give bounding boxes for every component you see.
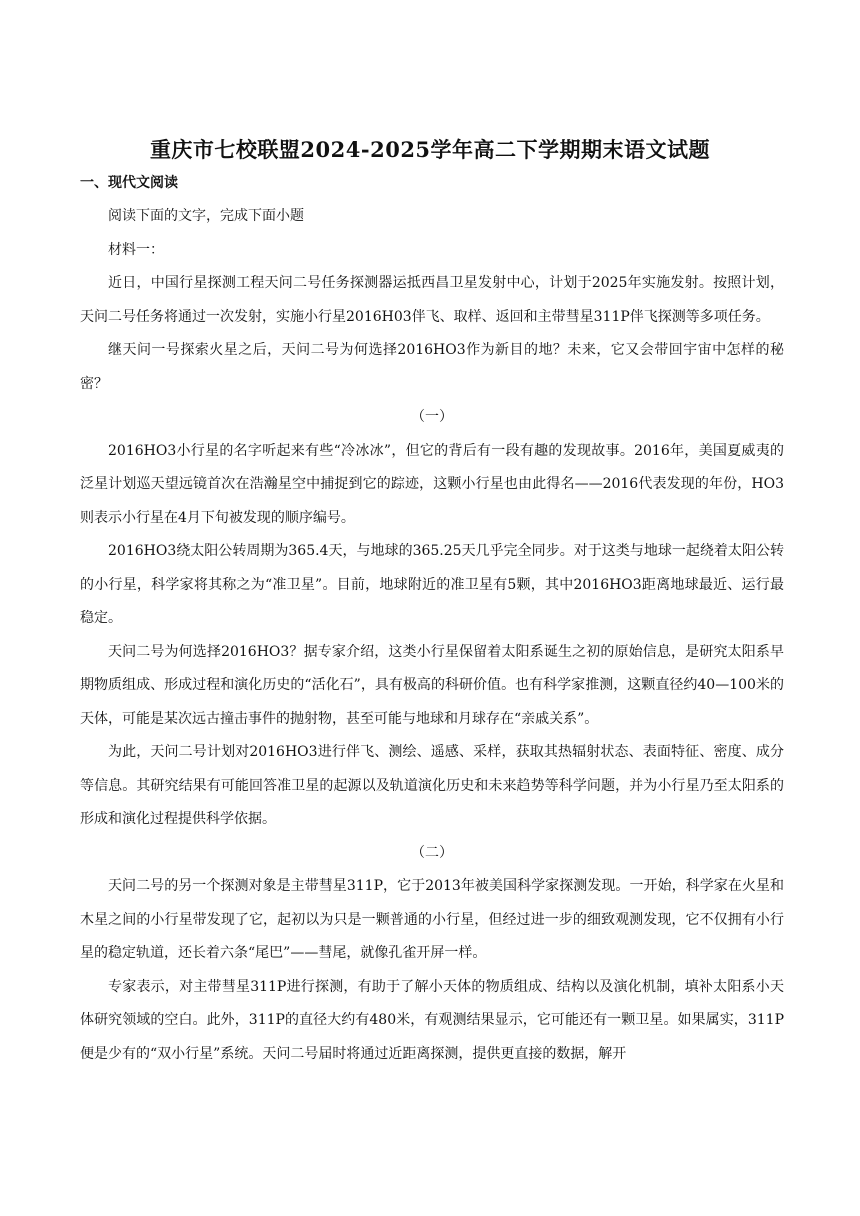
paragraph-intro-1: 近日，中国行星探测工程天问二号任务探测器运抵西昌卫星发射中心，计划于2025年实施发射。按照计划，天问二号任务将通过一次发射，实施小行星2016H03伴飞、取样、返回和主带彗星311P伴飞探测等多项任务。	[80, 275, 784, 325]
page-title: 重庆市七校联盟2024-2025学年高二下学期期末语文试题	[149, 137, 711, 162]
paragraph-part-two-2: 专家表示，对主带彗星311P进行探测，有助于了解小天体的物质组成、结构以及演化机制，填补太阳系小天体研究领域的空白。此外，311P的直径大约有480米，有观测结果显示，它可能还有一颗卫星。如果属实，311P便是少有的“双小行星”系统。天问二号届时将通过近距离探测，提供更直接的数据，解开	[80, 978, 784, 1062]
part-two-label: （二）	[411, 844, 453, 861]
paragraph-part-one-3: 天问二号为何选择2016HO3？据专家介绍，这类小行星保留着太阳系诞生之初的原始信息，是研究太阳系早期物质组成、形成过程和演化历史的“活化石”，具有极高的科研价值。也有科学家推测，这颗直径约40—100米的天体，可能是某次远古撞击事件的抛射物，甚至可能与地球和月球存在“亲戚关系”。	[80, 643, 784, 727]
part-one-label: （一）	[411, 409, 453, 425]
paragraph-part-one-1: 2016HO3小行星的名字听起来有些“冷冰冰”，但它的背后有一段有趣的发现故事。2016年，美国夏威夷的泛星计划巡天望远镜首次在浩瀚星空中捕捉到它的踪迹，这颗小行星也由此得名——2016代表发现的年份，HO3则表示小行星在4月下旬被发现的顺序编号。	[80, 442, 784, 526]
document-body	[80, 172, 784, 1071]
instruction-text: 阅读下面的文字，完成下面小题	[108, 208, 304, 224]
paragraph-intro-2: 继天问一号探索火星之后，天问二号为何选择2016HO3作为新目的地？未来，它又会带回宇宙中怎样的秘密？	[80, 342, 784, 392]
paragraph-part-two-1: 天问二号的另一个探测对象是主带彗星311P，它于2013年被美国科学家探测发现。一开始，科学家在火星和木星之间的小行星带发现了它，起初以为只是一颗普通的小行星，但经过进一步的细致观测发现，它不仅拥有小行星的稳定轨道，还长着六条“尾巴”——彗尾，就像孔雀开屏一样。	[80, 878, 784, 961]
section-heading: 一、现代文阅读	[80, 175, 178, 191]
material-label: 材料一：	[108, 241, 164, 258]
paragraph-part-one-4: 为此，天问二号计划对2016HO3进行伴飞、测绘、遥感、采样，获取其热辐射状态、表面特征、密度、成分等信息。其研究结果有可能回答准卫星的起源以及轨道演化历史和未来趋势等科学问题，并为小行星乃至太阳系的形成和演化过程提供科学依据。	[80, 744, 784, 827]
paragraph-part-one-2: 2016HO3绕太阳公转周期为365.4天，与地球的365.25天几乎完全同步。对于这类与地球一起绕着太阳公转的小行星，科学家将其称之为“准卫星”。目前，地球附近的准卫星有5颗，其中2016HO3距离地球最近、运行最稳定。	[80, 543, 784, 626]
